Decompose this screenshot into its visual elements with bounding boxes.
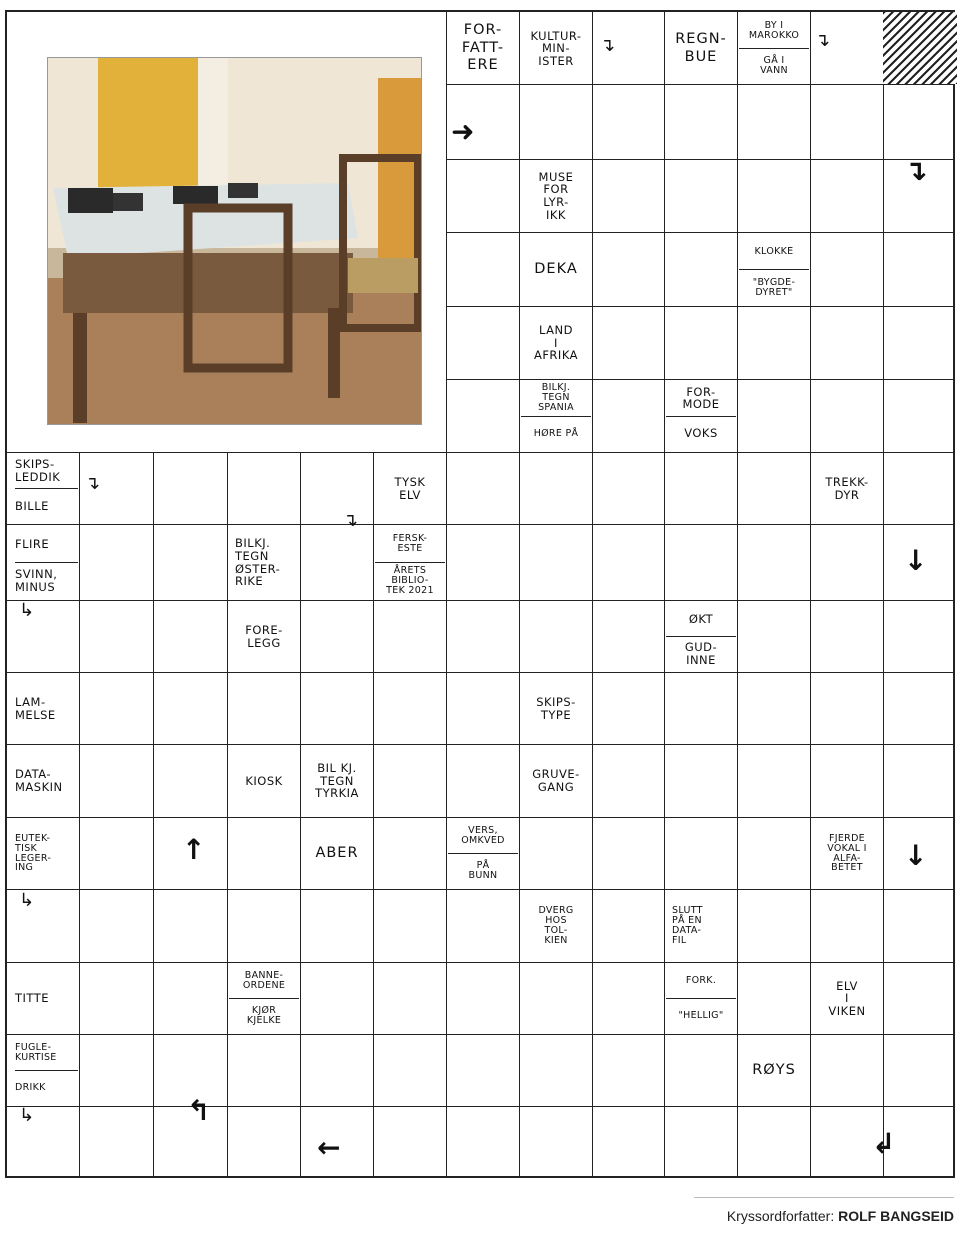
clue-text: PÅ BUNN xyxy=(468,860,498,881)
clue-text: BILKJ. TEGN ØSTER- RIKE xyxy=(235,536,281,589)
clue-text: VERS, OMKVED xyxy=(448,819,518,854)
answer-cell[interactable] xyxy=(446,1034,519,1106)
answer-cell[interactable] xyxy=(737,84,810,159)
answer-cell[interactable] xyxy=(79,672,153,744)
answer-cell[interactable] xyxy=(79,1106,153,1178)
clue-cell-tysk-elv xyxy=(375,454,445,523)
answer-cell[interactable] xyxy=(7,889,79,962)
clue-text: DEKA xyxy=(534,260,578,277)
answer-cell[interactable] xyxy=(883,889,957,962)
answer-cell[interactable] xyxy=(373,600,446,672)
answer-cell[interactable] xyxy=(446,889,519,962)
clue-cell-okt xyxy=(666,602,736,671)
clue-text: LAM- MELSE xyxy=(15,694,56,722)
author-label: Kryssordforfatter: xyxy=(726,1208,835,1224)
answer-cell[interactable] xyxy=(810,306,883,379)
clue-cell-skipsleddik xyxy=(9,454,78,523)
answer-cell[interactable] xyxy=(737,889,810,962)
arrow-down-icon: ↴ xyxy=(904,154,928,187)
answer-cell[interactable] xyxy=(810,524,883,600)
answer-cell[interactable] xyxy=(519,524,592,600)
answer-cell[interactable] xyxy=(446,962,519,1034)
answer-cell[interactable] xyxy=(592,452,664,524)
answer-cell[interactable] xyxy=(883,600,957,672)
arrow-up-icon: ↑ xyxy=(182,833,206,866)
clue-cell-kiosk xyxy=(229,746,299,816)
clue-cell-by-i-marokko xyxy=(739,14,809,83)
answer-cell[interactable] xyxy=(592,84,664,159)
clue-text: KJØR KJELKE xyxy=(246,1005,282,1026)
answer-cell[interactable] xyxy=(664,1106,737,1178)
answer-cell[interactable] xyxy=(373,672,446,744)
arrow-turn-icon: ↳ xyxy=(19,890,35,911)
clue-text: SVINN, MINUS xyxy=(15,567,58,594)
clue-text: "HELLIG" xyxy=(678,1010,724,1022)
answer-cell[interactable] xyxy=(79,600,153,672)
answer-cell[interactable] xyxy=(737,672,810,744)
clue-cell-vers-omkved xyxy=(448,819,518,888)
clue-cell-bannordene xyxy=(229,964,299,1033)
arrow-down-icon: ↴ xyxy=(815,30,831,51)
answer-cell[interactable] xyxy=(153,744,227,817)
clue-text: KLOKKE xyxy=(739,234,809,270)
answer-cell[interactable] xyxy=(883,672,957,744)
answer-cell[interactable] xyxy=(592,232,664,306)
answer-cell[interactable] xyxy=(737,962,810,1034)
answer-cell[interactable] xyxy=(446,600,519,672)
arrow-down-icon: ↴ xyxy=(343,510,359,531)
answer-cell[interactable] xyxy=(153,889,227,962)
answer-cell[interactable] xyxy=(519,962,592,1034)
answer-cell[interactable] xyxy=(592,1034,664,1106)
answer-cell[interactable] xyxy=(519,84,592,159)
answer-cell[interactable] xyxy=(664,744,737,817)
clue-text: LAND I AFRIKA xyxy=(533,323,579,363)
clue-text: DATA- MASKIN xyxy=(15,767,63,794)
footer-rule xyxy=(694,1197,954,1198)
answer-cell[interactable] xyxy=(810,232,883,306)
answer-cell[interactable] xyxy=(373,744,446,817)
answer-cell[interactable] xyxy=(300,524,373,600)
answer-cell[interactable] xyxy=(519,1034,592,1106)
answer-cell[interactable] xyxy=(883,744,957,817)
answer-cell[interactable] xyxy=(227,1034,300,1106)
answer-cell[interactable] xyxy=(810,159,883,232)
answer-cell[interactable] xyxy=(592,744,664,817)
answer-cell[interactable] xyxy=(664,452,737,524)
clue-cell-roys xyxy=(739,1036,809,1105)
clue-text: ÅRETS BIBLIO- TEK 2021 xyxy=(386,565,434,596)
clue-cell-datamaskin xyxy=(9,746,78,816)
clue-cell-formode xyxy=(666,381,736,451)
answer-cell[interactable] xyxy=(883,379,957,452)
answer-cell[interactable] xyxy=(737,159,810,232)
clue-cell-bilkj-tyrkia xyxy=(302,746,372,816)
answer-cell[interactable] xyxy=(227,1106,300,1178)
clue-text: BY I MAROKKO xyxy=(739,14,809,49)
answer-cell[interactable] xyxy=(446,524,519,600)
clue-text: KIOSK xyxy=(245,773,283,788)
clue-text: EUTEK- TISK LEGER- ING xyxy=(15,832,52,874)
clue-cell-deka xyxy=(521,234,591,305)
clue-text: SKIPS- LEDDIK xyxy=(15,454,78,489)
arrow-left-icon: ← xyxy=(317,1131,341,1164)
answer-cell[interactable] xyxy=(883,962,957,1034)
clue-text: FUGLE- KURTISE xyxy=(15,1036,78,1071)
answer-cell[interactable] xyxy=(592,962,664,1034)
clue-cell-fjerde-vokal xyxy=(812,819,882,888)
answer-cell[interactable] xyxy=(664,524,737,600)
arrow-turn-icon: ↳ xyxy=(19,1105,35,1126)
clue-text: GRUVE- GANG xyxy=(532,767,580,794)
clue-text: TREKK- DYR xyxy=(825,474,869,502)
clue-text: ELV I VIKEN xyxy=(828,978,866,1018)
clue-cell-klokke xyxy=(739,234,809,305)
answer-cell[interactable] xyxy=(883,306,957,379)
clue-text: SKIPS- TYPE xyxy=(536,694,576,722)
answer-cell[interactable] xyxy=(153,524,227,600)
answer-cell[interactable] xyxy=(737,379,810,452)
answer-cell[interactable] xyxy=(664,1034,737,1106)
answer-cell[interactable] xyxy=(227,889,300,962)
answer-cell[interactable] xyxy=(737,817,810,889)
answer-cell[interactable] xyxy=(810,84,883,159)
arrow-turn-icon: ↲ xyxy=(872,1127,896,1160)
author-name: ROLF BANGSEID xyxy=(838,1208,954,1224)
clue-text: FJERDE VOKAL I ALFA- BETET xyxy=(827,832,867,874)
clue-text: DRIKK xyxy=(15,1082,46,1094)
answer-cell[interactable] xyxy=(300,962,373,1034)
clue-text: TYSK ELV xyxy=(394,474,426,502)
answer-cell[interactable] xyxy=(810,1034,883,1106)
answer-cell[interactable] xyxy=(592,672,664,744)
answer-cell[interactable] xyxy=(592,524,664,600)
answer-cell[interactable] xyxy=(883,452,957,524)
answer-cell[interactable] xyxy=(300,672,373,744)
answer-cell[interactable] xyxy=(592,379,664,452)
clue-text: FLIRE xyxy=(15,526,78,563)
clue-text: REGN- BUE xyxy=(675,31,727,65)
answer-cell[interactable] xyxy=(519,452,592,524)
clue-cell-fuglekurtise xyxy=(9,1036,78,1105)
clue-cell-fork-hellig xyxy=(666,964,736,1033)
author-credit xyxy=(727,1208,954,1224)
clue-cell-ferskeste xyxy=(375,526,445,599)
crossword-grid xyxy=(5,10,955,1178)
answer-cell[interactable] xyxy=(153,452,227,524)
answer-cell[interactable] xyxy=(664,84,737,159)
arrow-down-icon: ↴ xyxy=(85,473,101,494)
answer-cell[interactable] xyxy=(153,600,227,672)
answer-cell[interactable] xyxy=(79,817,153,889)
answer-cell[interactable] xyxy=(373,962,446,1034)
answer-cell[interactable] xyxy=(446,672,519,744)
answer-cell[interactable] xyxy=(446,306,519,379)
clue-cell-flire xyxy=(9,526,78,599)
answer-cell[interactable] xyxy=(592,600,664,672)
clue-text: ØKT xyxy=(666,602,736,637)
answer-cell[interactable] xyxy=(810,600,883,672)
answer-cell[interactable] xyxy=(79,524,153,600)
answer-cell[interactable] xyxy=(664,232,737,306)
answer-cell[interactable] xyxy=(810,379,883,452)
clue-cell-bilkj-spania xyxy=(521,381,591,451)
answer-cell[interactable] xyxy=(592,889,664,962)
answer-cell[interactable] xyxy=(373,1106,446,1178)
answer-cell[interactable] xyxy=(446,744,519,817)
answer-cell[interactable] xyxy=(300,452,373,524)
clue-cell-kulturminister xyxy=(521,14,591,83)
answer-cell[interactable] xyxy=(664,159,737,232)
clue-text: HØRE PÅ xyxy=(533,427,579,439)
answer-cell[interactable] xyxy=(592,817,664,889)
answer-cell[interactable] xyxy=(300,600,373,672)
answer-cell[interactable] xyxy=(592,159,664,232)
clue-text: BIL KJ. TEGN TYRKIA xyxy=(315,761,359,801)
answer-cell[interactable] xyxy=(883,232,957,306)
clue-cell-elv-viken xyxy=(812,964,882,1033)
clue-cell-forelegg xyxy=(229,602,299,671)
clue-text: GUD- INNE xyxy=(684,640,718,667)
clue-text: FERSK- ESTE xyxy=(375,526,445,563)
answer-cell[interactable] xyxy=(79,962,153,1034)
answer-cell[interactable] xyxy=(300,1034,373,1106)
answer-cell[interactable] xyxy=(519,600,592,672)
answer-cell[interactable] xyxy=(592,1106,664,1178)
answer-cell[interactable] xyxy=(810,672,883,744)
answer-cell[interactable] xyxy=(79,1034,153,1106)
answer-cell[interactable] xyxy=(373,1034,446,1106)
clue-cell-muse-for-lyrikk xyxy=(521,161,591,231)
answer-cell[interactable] xyxy=(300,889,373,962)
clue-cell-trekkdyr xyxy=(812,454,882,523)
answer-cell[interactable] xyxy=(227,452,300,524)
clue-text: FORK. xyxy=(666,964,736,999)
clue-text: TITTE xyxy=(15,991,50,1006)
answer-cell[interactable] xyxy=(446,159,519,232)
arrow-down-icon: ↓ xyxy=(904,839,928,872)
answer-cell[interactable] xyxy=(7,600,79,672)
answer-cell[interactable] xyxy=(153,962,227,1034)
clue-text: GÅ I VANN xyxy=(760,55,788,76)
arrow-turn-icon: ↳ xyxy=(19,600,35,621)
arrow-up-icon: ↰ xyxy=(187,1094,211,1127)
answer-cell[interactable] xyxy=(737,524,810,600)
arrow-down-icon: ↓ xyxy=(904,544,928,577)
clue-cell-skipstype xyxy=(521,674,591,743)
clue-cell-titte xyxy=(9,964,78,1033)
clue-text: VOKS xyxy=(684,426,718,441)
clue-cell-bilkj-osterrike xyxy=(229,526,299,599)
clue-cell-aber xyxy=(302,819,372,888)
clue-cell-forfattere xyxy=(448,14,518,83)
blocked-cell xyxy=(883,12,957,84)
desk-with-chairs-photo xyxy=(47,57,422,425)
clue-text: DVERG HOS TOL- KIEN xyxy=(538,905,574,946)
clue-cell-gruvegang xyxy=(521,746,591,816)
answer-cell[interactable] xyxy=(664,672,737,744)
clue-cell-regnbue xyxy=(666,14,736,83)
clue-text: "BYGDE- DYRET" xyxy=(752,276,796,298)
clue-text: FOR- MODE xyxy=(666,381,736,417)
answer-cell[interactable] xyxy=(373,817,446,889)
answer-cell[interactable] xyxy=(446,379,519,452)
answer-cell[interactable] xyxy=(373,889,446,962)
answer-cell[interactable] xyxy=(227,672,300,744)
clue-text: FOR- FATT- ERE xyxy=(461,22,505,74)
clue-text: ABER xyxy=(315,844,359,861)
clue-cell-slutt-datafil xyxy=(666,891,736,961)
answer-cell[interactable] xyxy=(737,452,810,524)
clue-text: FORE- LEGG xyxy=(245,622,283,650)
answer-cell[interactable] xyxy=(737,600,810,672)
answer-cell[interactable] xyxy=(664,817,737,889)
answer-cell[interactable] xyxy=(810,889,883,962)
answer-cell[interactable] xyxy=(227,817,300,889)
answer-cell[interactable] xyxy=(883,1034,957,1106)
answer-cell[interactable] xyxy=(737,744,810,817)
answer-cell[interactable] xyxy=(883,84,957,159)
answer-cell[interactable] xyxy=(519,817,592,889)
answer-cell[interactable] xyxy=(79,889,153,962)
clue-text: BILLE xyxy=(15,498,49,513)
answer-cell[interactable] xyxy=(737,306,810,379)
answer-cell[interactable] xyxy=(810,744,883,817)
clue-cell-eutektisk xyxy=(9,819,78,888)
photo-illustration xyxy=(48,58,422,425)
clue-cell-land-i-afrika xyxy=(521,308,591,378)
arrow-right-icon: ➜ xyxy=(451,115,475,148)
answer-cell[interactable] xyxy=(519,1106,592,1178)
answer-cell[interactable] xyxy=(153,672,227,744)
clue-text: MUSE FOR LYR- IKK xyxy=(538,169,574,222)
answer-cell[interactable] xyxy=(446,452,519,524)
clue-cell-dverg-tolkien xyxy=(521,891,591,961)
clue-text: BANNE- ORDENE xyxy=(229,964,299,999)
answer-cell[interactable] xyxy=(446,1106,519,1178)
clue-text: BILKJ. TEGN SPANIA xyxy=(521,381,591,417)
answer-cell[interactable] xyxy=(79,744,153,817)
answer-cell[interactable] xyxy=(737,1106,810,1178)
arrow-down-icon: ↴ xyxy=(600,35,616,56)
clue-cell-lammelse xyxy=(9,674,78,743)
answer-cell[interactable] xyxy=(592,306,664,379)
answer-cell[interactable] xyxy=(446,232,519,306)
clue-text: SLUTT PÅ EN DATA- FIL xyxy=(672,905,703,946)
answer-cell[interactable] xyxy=(7,1106,79,1178)
answer-cell[interactable] xyxy=(664,306,737,379)
clue-text: RØYS xyxy=(752,1061,796,1078)
clue-text: KULTUR- MIN- ISTER xyxy=(530,28,582,68)
